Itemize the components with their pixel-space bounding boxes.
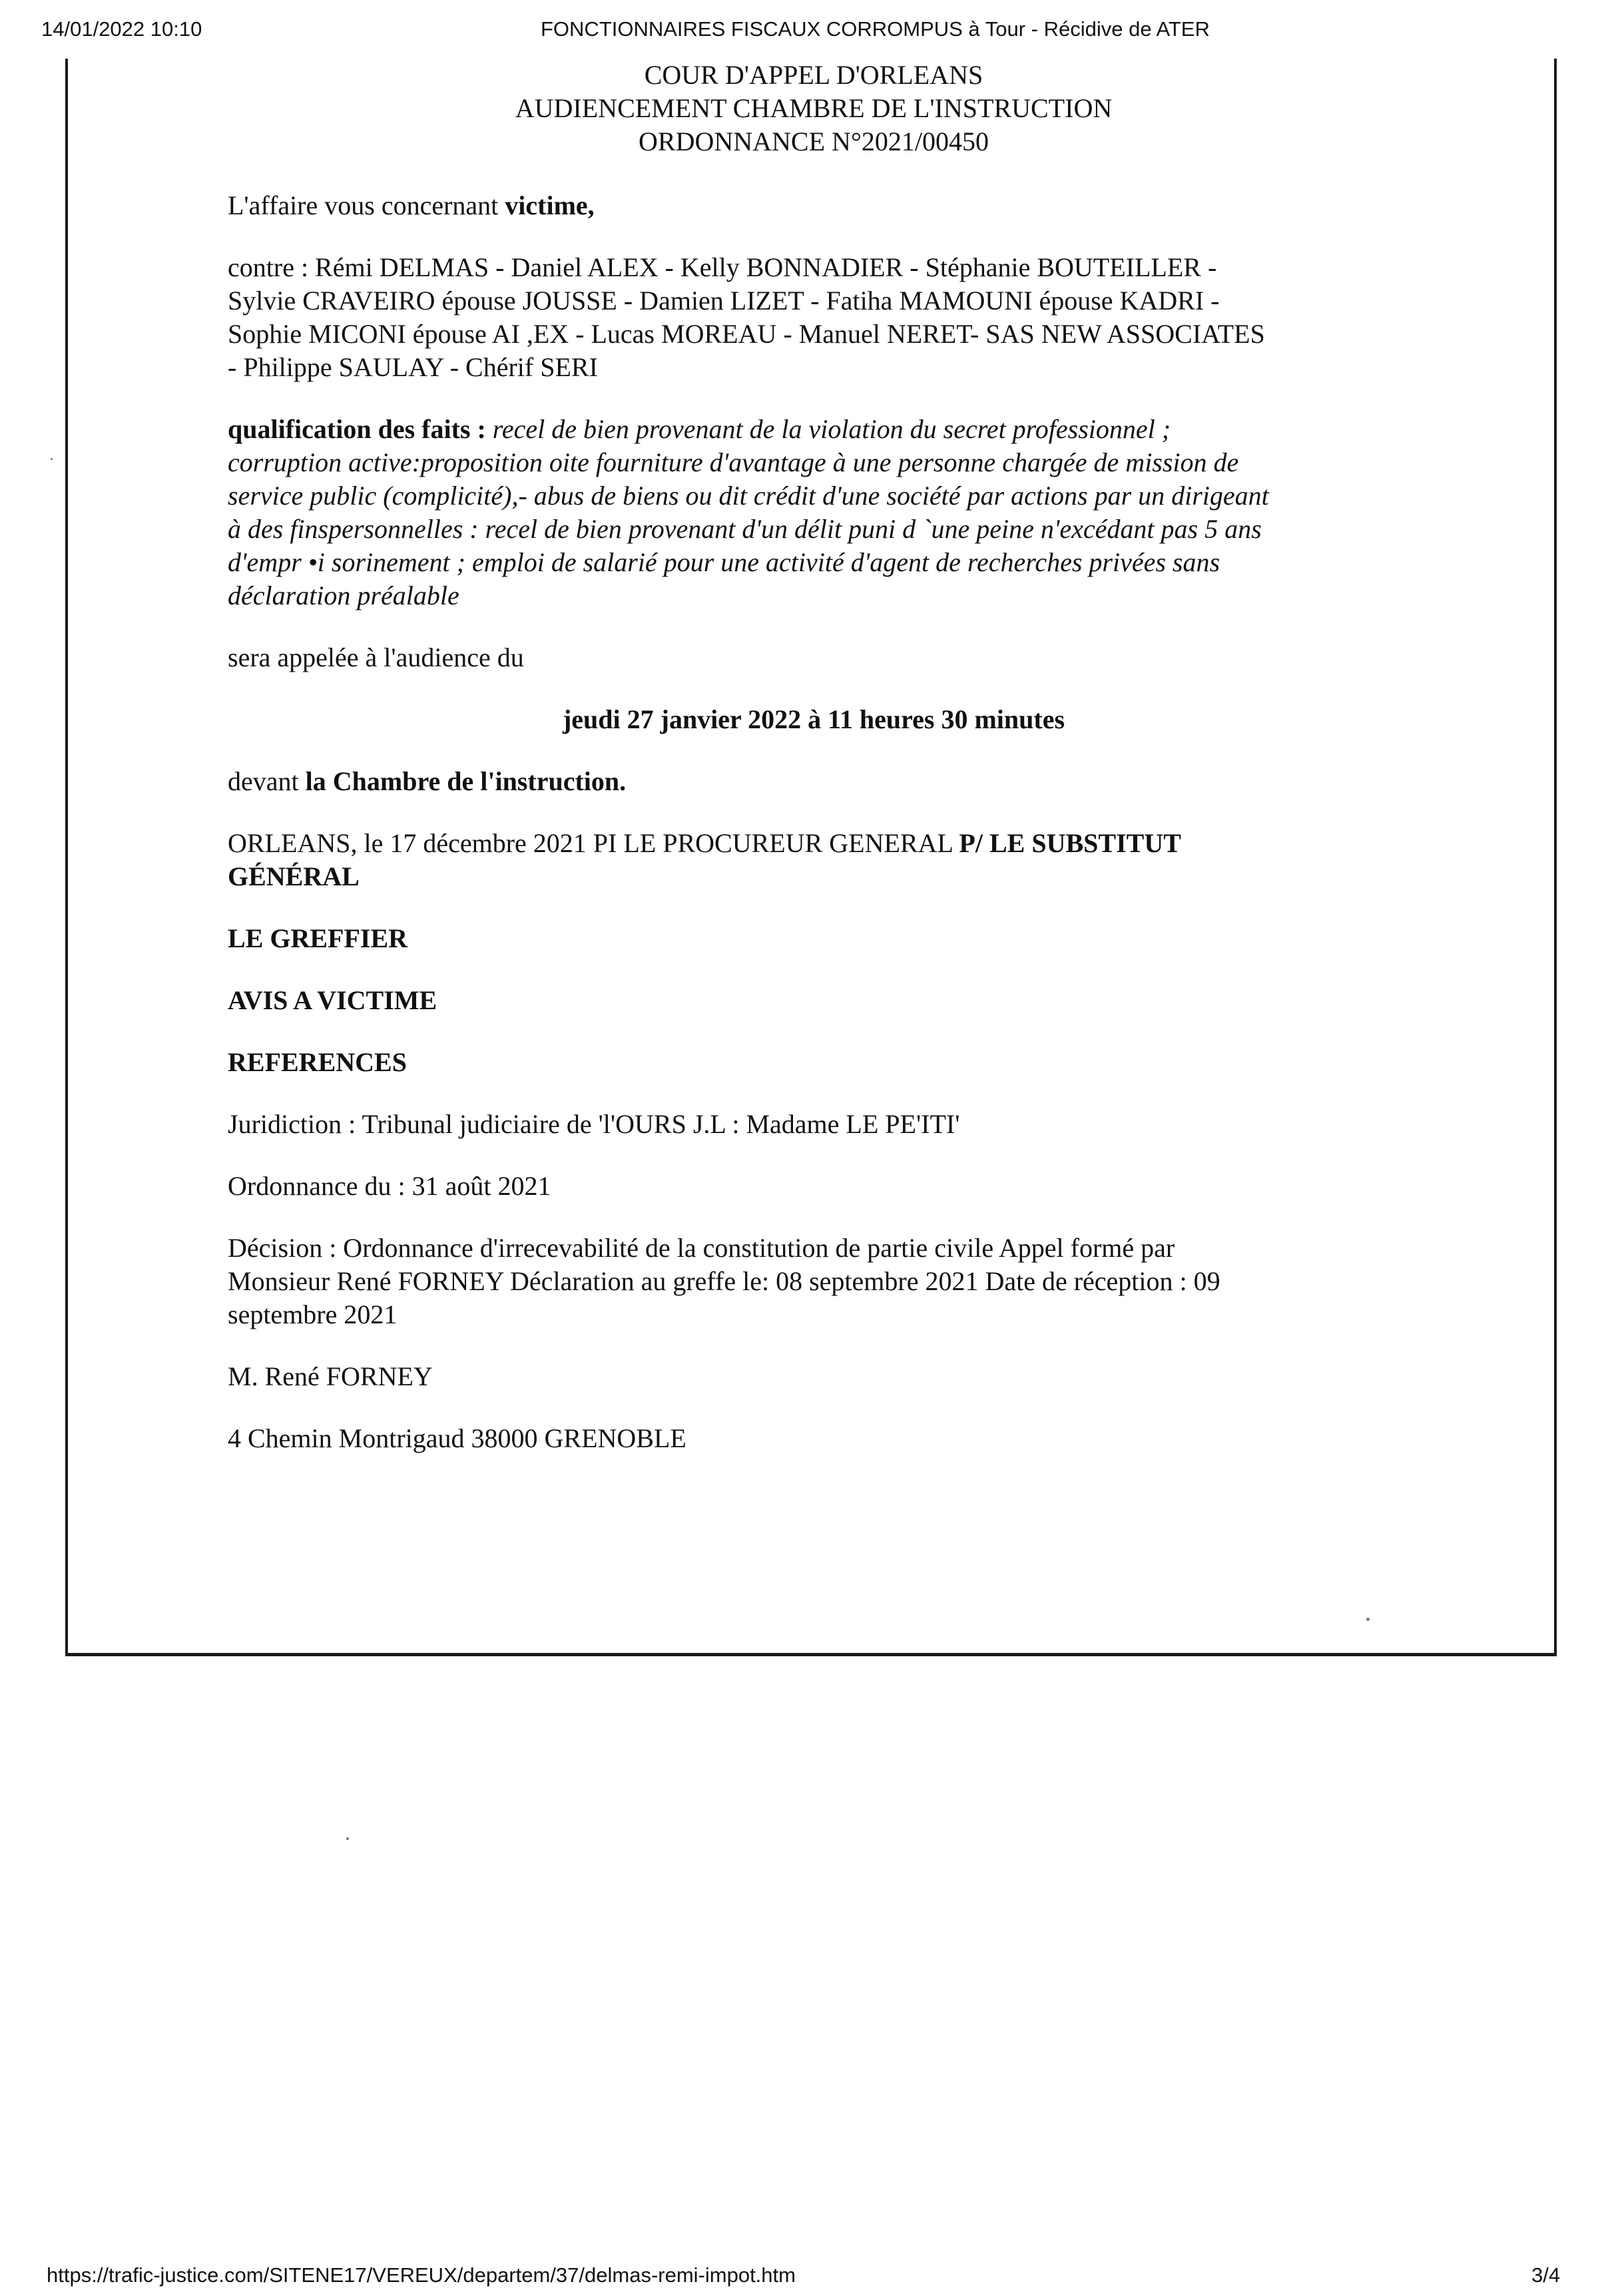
print-footer-page-number: 3/4 <box>1531 2263 1561 2287</box>
qualification-paragraph <box>228 413 1400 612</box>
orleans-text: ORLEANS, le 17 décembre 2021 PI LE PROCUREUR GENERAL <box>228 828 959 858</box>
greffier-label: LE GREFFIER <box>228 923 408 953</box>
chamber-name: AUDIENCEMENT CHAMBRE DE L'INSTRUCTION <box>515 93 1113 123</box>
document-body <box>228 59 1400 1484</box>
contre-line: Sophie MICONI épouse AI ,EX - Lucas MOREAU - Manuel NERET- SAS NEW ASSOCIATES <box>228 319 1265 349</box>
qualification-line: service public (complicité),- abus de biens ou dit crédit d'une société par actions par un dirigeant <box>228 481 1269 511</box>
scan-speck <box>346 1837 349 1840</box>
qualification-line: d'empr •i sorinement ; emploi de salarié pour une activité d'agent de recherches privées sans <box>228 547 1220 577</box>
recipient-name: M. René FORNEY <box>228 1361 433 1391</box>
intro-victime: victime, <box>505 190 595 220</box>
recipient-address: 4 Chemin Montrigaud 38000 GRENOBLE <box>228 1423 686 1453</box>
scan-speck <box>1366 1618 1370 1621</box>
decision-line: Décision : Ordonnance d'irrecevabilité de la constitution de partie civile Appel formé par <box>228 1233 1175 1263</box>
qualification-line: déclaration préalable <box>228 580 459 610</box>
references-label: REFERENCES <box>228 1047 407 1077</box>
contre-line: - Philippe SAULAY - Chérif SERI <box>228 352 598 382</box>
print-header-datetime: 14/01/2022 10:10 <box>41 17 202 41</box>
audience-intro: sera appelée à l'audience du <box>228 642 524 672</box>
ordonnance-number: ORDONNANCE N°2021/00450 <box>639 126 989 156</box>
juridiction-line: Juridiction : Tribunal judiciaire de 'l'OURS J.L : Madame LE PE'ITI' <box>228 1109 960 1139</box>
qualification-line: à des finspersonnelles : recel de bien provenant d'un délit puni d `une peine n'excédant pas 5 ans <box>228 514 1262 544</box>
decision-paragraph <box>228 1232 1400 1331</box>
contre-line: Sylvie CRAVEIRO épouse JOUSSE - Damien LIZET - Fatiha MAMOUNI épouse KADRI - <box>228 286 1220 316</box>
contre-line: contre : Rémi DELMAS - Daniel ALEX - Kelly BONNADIER - Stéphanie BOUTEILLER - <box>228 252 1217 282</box>
signature-paragraph <box>228 827 1400 893</box>
qualification-line: recel de bien provenant de la violation du secret professionnel ; <box>485 414 1171 444</box>
general-label: GÉNÉRAL <box>228 861 360 891</box>
court-name: COUR D'APPEL D'ORLEANS <box>644 60 983 90</box>
devant-paragraph <box>228 765 1400 798</box>
intro-text: L'affaire vous concernant <box>228 190 505 220</box>
devant-chamber: la Chambre de l'instruction. <box>305 766 627 796</box>
qualification-label: qualification des faits : <box>228 414 486 444</box>
devant-text: devant <box>228 766 306 796</box>
substitut-label: P/ LE SUBSTITUT <box>959 828 1181 858</box>
qualification-line: corruption active:proposition oite fourniture d'avantage à une personne chargée de mission de <box>228 447 1239 477</box>
decision-line: Monsieur René FORNEY Déclaration au greffe le: 08 septembre 2021 Date de réception : 09 <box>228 1266 1220 1296</box>
ordonnance-date-line: Ordonnance du : 31 août 2021 <box>228 1171 551 1201</box>
scan-speck <box>51 458 53 460</box>
audience-date: jeudi 27 janvier 2022 à 11 heures 30 minutes <box>562 704 1065 734</box>
intro-paragraph <box>228 189 1400 222</box>
decision-line: septembre 2021 <box>228 1299 398 1329</box>
document-heading <box>228 59 1400 158</box>
avis-victime-label: AVIS A VICTIME <box>228 985 437 1015</box>
contre-paragraph <box>228 251 1400 384</box>
print-footer-url: https://trafic-justice.com/SITENE17/VEREUX/departem/37/delmas-remi-impot.htm <box>47 2263 796 2287</box>
print-header-title: FONCTIONNAIRES FISCAUX CORROMPUS à Tour - Récidive de ATER <box>541 17 1210 41</box>
